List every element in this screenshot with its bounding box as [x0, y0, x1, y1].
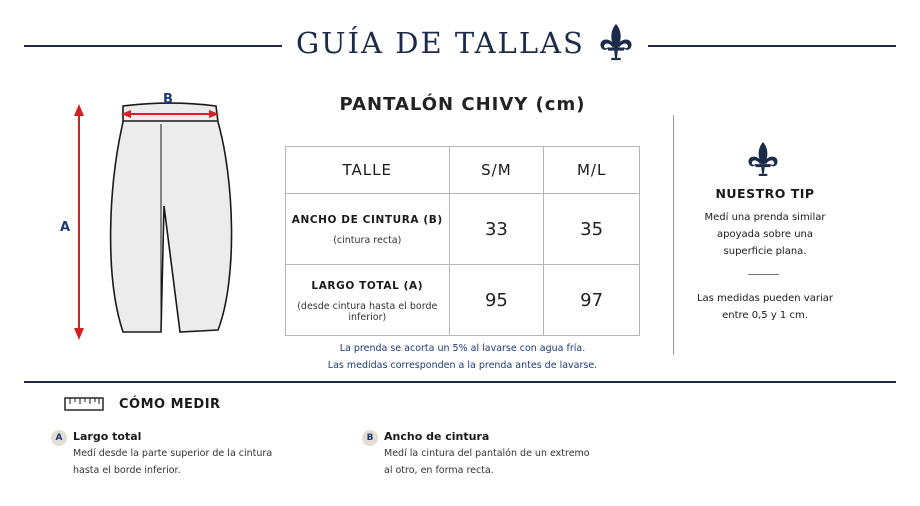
tip-title: NUESTRO TIP — [715, 186, 815, 201]
step-badge-b: B — [362, 430, 378, 446]
step-text: al otro, en forma recta. — [384, 465, 494, 476]
step-title: Largo total — [73, 430, 142, 443]
row-label-cell — [286, 194, 450, 265]
row-sublabel: (cintura recta) — [333, 235, 402, 246]
tip-variation-text: Las medidas pueden variar entre 0,5 y 1 cm. — [696, 293, 833, 321]
page-title: GUÍA DE TALLAS — [296, 26, 585, 60]
measure-label-b: B — [163, 92, 173, 107]
row-sublabel: (desde cintura hasta el borde inferior) — [297, 300, 438, 323]
cell-value: 33 — [449, 194, 544, 265]
step-text: Medí desde la parte superior de la cintura — [73, 448, 273, 459]
measure-note: Las medidas corresponden a la prenda antes de lavarse. — [327, 360, 598, 371]
table-row — [286, 265, 640, 336]
table-row — [286, 194, 640, 265]
header-rule-right — [648, 45, 896, 47]
header-sm: S/M — [449, 147, 544, 194]
fleur-de-lis-icon — [746, 140, 780, 178]
header-ml: M/L — [544, 147, 640, 194]
tip-divider — [673, 115, 674, 355]
section-rule — [24, 381, 896, 383]
cell-value: 97 — [544, 265, 640, 336]
cell-value: 95 — [449, 265, 544, 336]
fleur-de-lis-icon — [597, 22, 635, 62]
step-text: hasta el borde inferior. — [73, 465, 181, 476]
header-talle: TALLE — [286, 147, 450, 194]
wash-note: La prenda se acorta un 5% al lavarse con agua fría. — [339, 343, 586, 354]
pants-diagram — [50, 88, 280, 350]
cell-value: 35 — [544, 194, 640, 265]
header-rule-left — [24, 45, 282, 47]
step-badge-a: A — [51, 430, 67, 446]
size-table — [285, 146, 640, 336]
tip-text: Medí una prenda similar apoyada sobre una superficie plana. — [704, 212, 826, 257]
step-title: Ancho de cintura — [384, 430, 490, 443]
measure-label-a: A — [60, 220, 71, 235]
ruler-icon — [64, 397, 104, 411]
pants-illustration — [50, 88, 280, 350]
row-label: ANCHO DE CINTURA (B) — [291, 214, 443, 226]
how-to-measure-title: CÓMO MEDIR — [119, 397, 221, 412]
row-label-cell — [286, 265, 450, 336]
table-title: PANTALÓN CHIVY (cm) — [339, 94, 586, 115]
step-text: Medí la cintura del pantalón de un extremo — [384, 448, 590, 459]
table-header-row — [286, 147, 640, 194]
row-label: LARGO TOTAL (A) — [311, 279, 424, 292]
tip-separator — [748, 274, 779, 275]
